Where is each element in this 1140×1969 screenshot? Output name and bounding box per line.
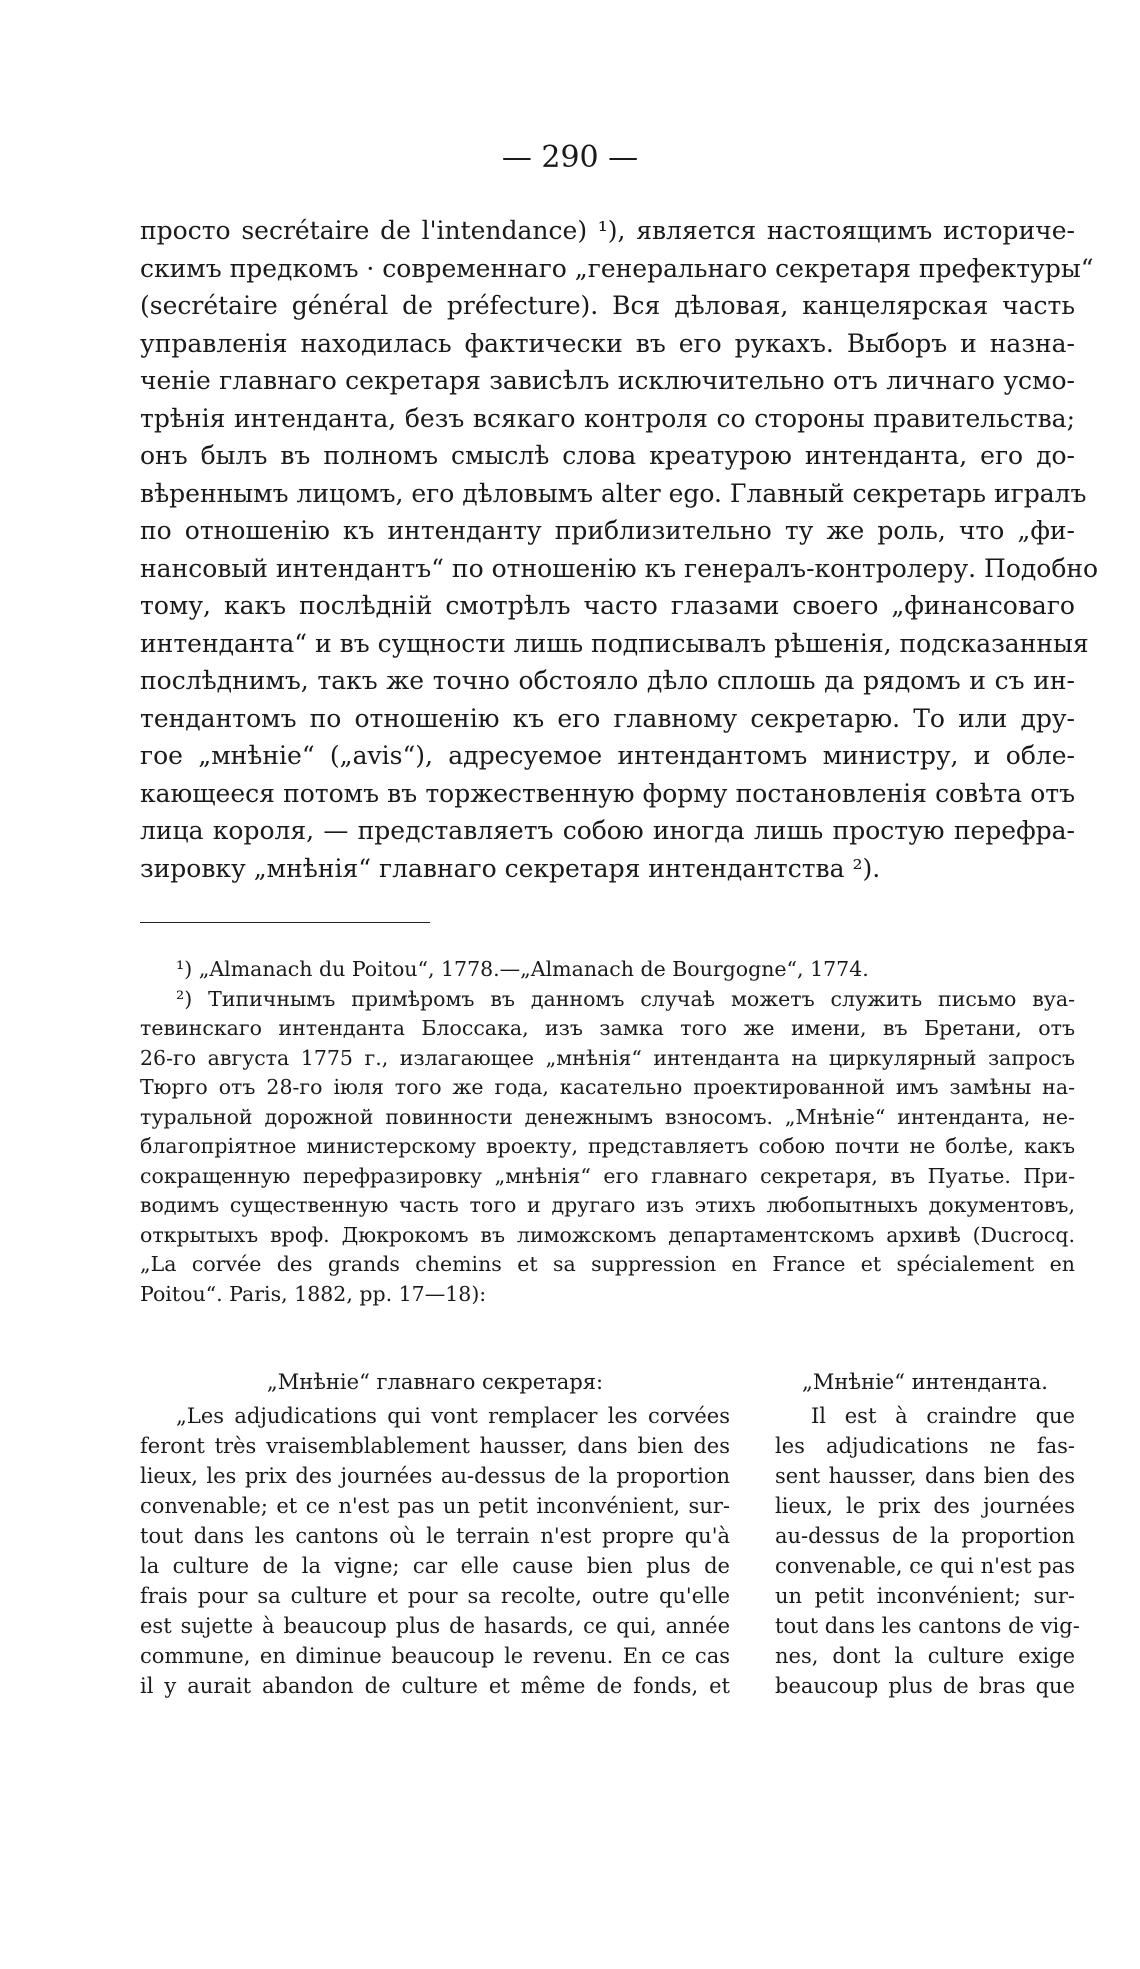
footnote-2-line: Тюрго отъ 28-го іюля того же года, касательно проектированной имъ замѣны на- [140, 1075, 1075, 1099]
column-line: sent hausser, dans bien des [775, 1464, 1075, 1488]
footnote-2-line: сокращенную перефразировку „мнѣнія“ его главнаго секретаря, въ Пуатье. При- [140, 1163, 1075, 1188]
text-line: (secrétaire général de préfecture). Вся дѣловая, канцелярская часть [140, 291, 1075, 320]
text-line: вѣреннымъ лицомъ, его дѣловымъ alter ego. Главный секретарь игралъ [140, 478, 1087, 508]
column-line: la culture de la vigne; car elle cause bien plus de [140, 1554, 730, 1578]
secretary-opinion-column [140, 1367, 730, 1701]
column-line: beaucoup plus de bras que [775, 1674, 1075, 1698]
text-line: скимъ предкомъ · современнаго „генеральнаго секретаря префектуры“ [140, 253, 1094, 283]
column-line: au-dessus de la proportion [775, 1524, 1075, 1548]
column-line: feront très vraisemblablement hausser, dans bien des [140, 1434, 730, 1458]
footnote-2-line: открытыхъ вроф. Дюкрокомъ въ лиможскомъ департаментскомъ архивѣ (Ducrocq. [140, 1222, 1075, 1247]
footnote-divider [140, 922, 430, 923]
column-line: les adjudications ne fas- [775, 1434, 1075, 1458]
text-line: лица короля, — представляетъ собою иногда лишь простую перефра- [140, 816, 1075, 845]
intendant-opinion-column [775, 1367, 1080, 1701]
column-line: un petit inconvénient; sur- [775, 1584, 1075, 1608]
footnote-2-line: благопріятное министерскому вроекту, представляетъ собою почти не болѣе, какъ [140, 1134, 1075, 1158]
footnote-2-line: ²) Типичнымъ примѣромъ въ данномъ случаѣ можетъ служить письмо вуа- [176, 986, 1075, 1011]
column-line: convenable; et ce n'est pas un petit inconvénient, sur- [140, 1494, 730, 1518]
column-heading: „Мнѣніе“ интенданта. [802, 1370, 1048, 1394]
footnote-2-line: водимъ существенную часть того и другаго изъ этихъ любопытныхъ документовъ, [140, 1193, 1075, 1217]
text-line: гое „мнѣніе“ („avis“), адресуемое интендантомъ министру, и обле- [140, 741, 1075, 770]
footnotes [140, 955, 1075, 1309]
text-line: тендантомъ по отношенію къ его главному секретарю. То или дру- [140, 703, 1075, 733]
column-line: tout dans les cantons de vig- [775, 1614, 1080, 1638]
column-line: lieux, le prix des journées [775, 1494, 1075, 1518]
main-text [140, 212, 1099, 887]
text-line: послѣднимъ, такъ же точно обстояло дѣло сплошь да рядомъ и съ ин- [140, 666, 1075, 695]
text-line: управленія находилась фактически въ его рукахъ. Выборъ и назна- [140, 328, 1075, 358]
text-line: онъ былъ въ полномъ смыслѣ слова креатурою интенданта, его до- [140, 441, 1075, 470]
column-line: nes, dont la culture exige [775, 1644, 1075, 1668]
text-line: просто secrétaire de l'intendance) ¹), является настоящимъ историче- [140, 216, 1075, 245]
footnote-2-line: туральной дорожной повинности денежнымъ взносомъ. „Мнѣніе“ интенданта, не- [140, 1104, 1075, 1129]
text-line: зировку „мнѣнія“ главнаго секретаря интендантства ²). [140, 853, 881, 883]
footnote-2-line: Poitou“. Paris, 1882, pp. 17—18): [140, 1281, 487, 1306]
text-line: кающееся потомъ въ торжественную форму постановленія совѣта отъ [140, 778, 1075, 808]
footnote-1: ¹) „Almanach du Poitou“, 1778.—„Almanach de Bourgogne“, 1774. [176, 957, 869, 981]
column-line: il y aurait abandon de culture et même de fonds, et [140, 1674, 730, 1698]
text-line: трѣнія интенданта, безъ всякаго контроля со стороны правительства; [140, 403, 1075, 433]
text-line: тому, какъ послѣдній смотрѣлъ часто глазами своего „финансоваго [140, 591, 1075, 620]
text-line: нансовый интендантъ“ по отношенію къ генералъ-контролеру. Подобно [140, 553, 1099, 583]
text-line: интенданта“ и въ сущности лишь подписывалъ рѣшенія, подсказанныя [140, 628, 1089, 658]
page-number: — 290 — [501, 140, 639, 175]
column-line: commune, en diminue beaucoup le revenu. En ce cas [140, 1644, 730, 1668]
column-line: „Les adjudications qui vont remplacer les corvées [176, 1404, 730, 1428]
footnote-2-line: тевинскаго интенданта Блоссака, изъ замка того же имени, въ Бретани, отъ [140, 1016, 1075, 1040]
column-line: tout dans les cantons où le terrain n'est propre qu'à [140, 1524, 730, 1548]
column-heading: „Мнѣніе“ главнаго секретаря: [266, 1370, 604, 1394]
footnote-2-line: 26-го августа 1775 г., излагающее „мнѣнія“ интенданта на циркулярный запросъ [140, 1045, 1075, 1070]
column-line: est sujette à beaucoup plus de hasards, ce qui, année [140, 1614, 730, 1638]
text-line: по отношенію къ интенданту приблизительно ту же роль, что „фи- [140, 516, 1075, 545]
footnote-2-line: „La corvée des grands chemins et sa suppression en France et spécialement en [140, 1252, 1075, 1276]
column-line: Il est à craindre que [811, 1404, 1075, 1428]
column-line: convenable, ce qui n'est pas [775, 1554, 1075, 1578]
text-line: ченіе главнаго секретаря зависѣлъ исключительно отъ личнаго усмо- [140, 366, 1075, 395]
column-line: frais pour sa culture et pour sa recolte, outre qu'elle [140, 1584, 730, 1608]
column-line: lieux, les prix des journées au-dessus de la proportion [140, 1464, 730, 1488]
